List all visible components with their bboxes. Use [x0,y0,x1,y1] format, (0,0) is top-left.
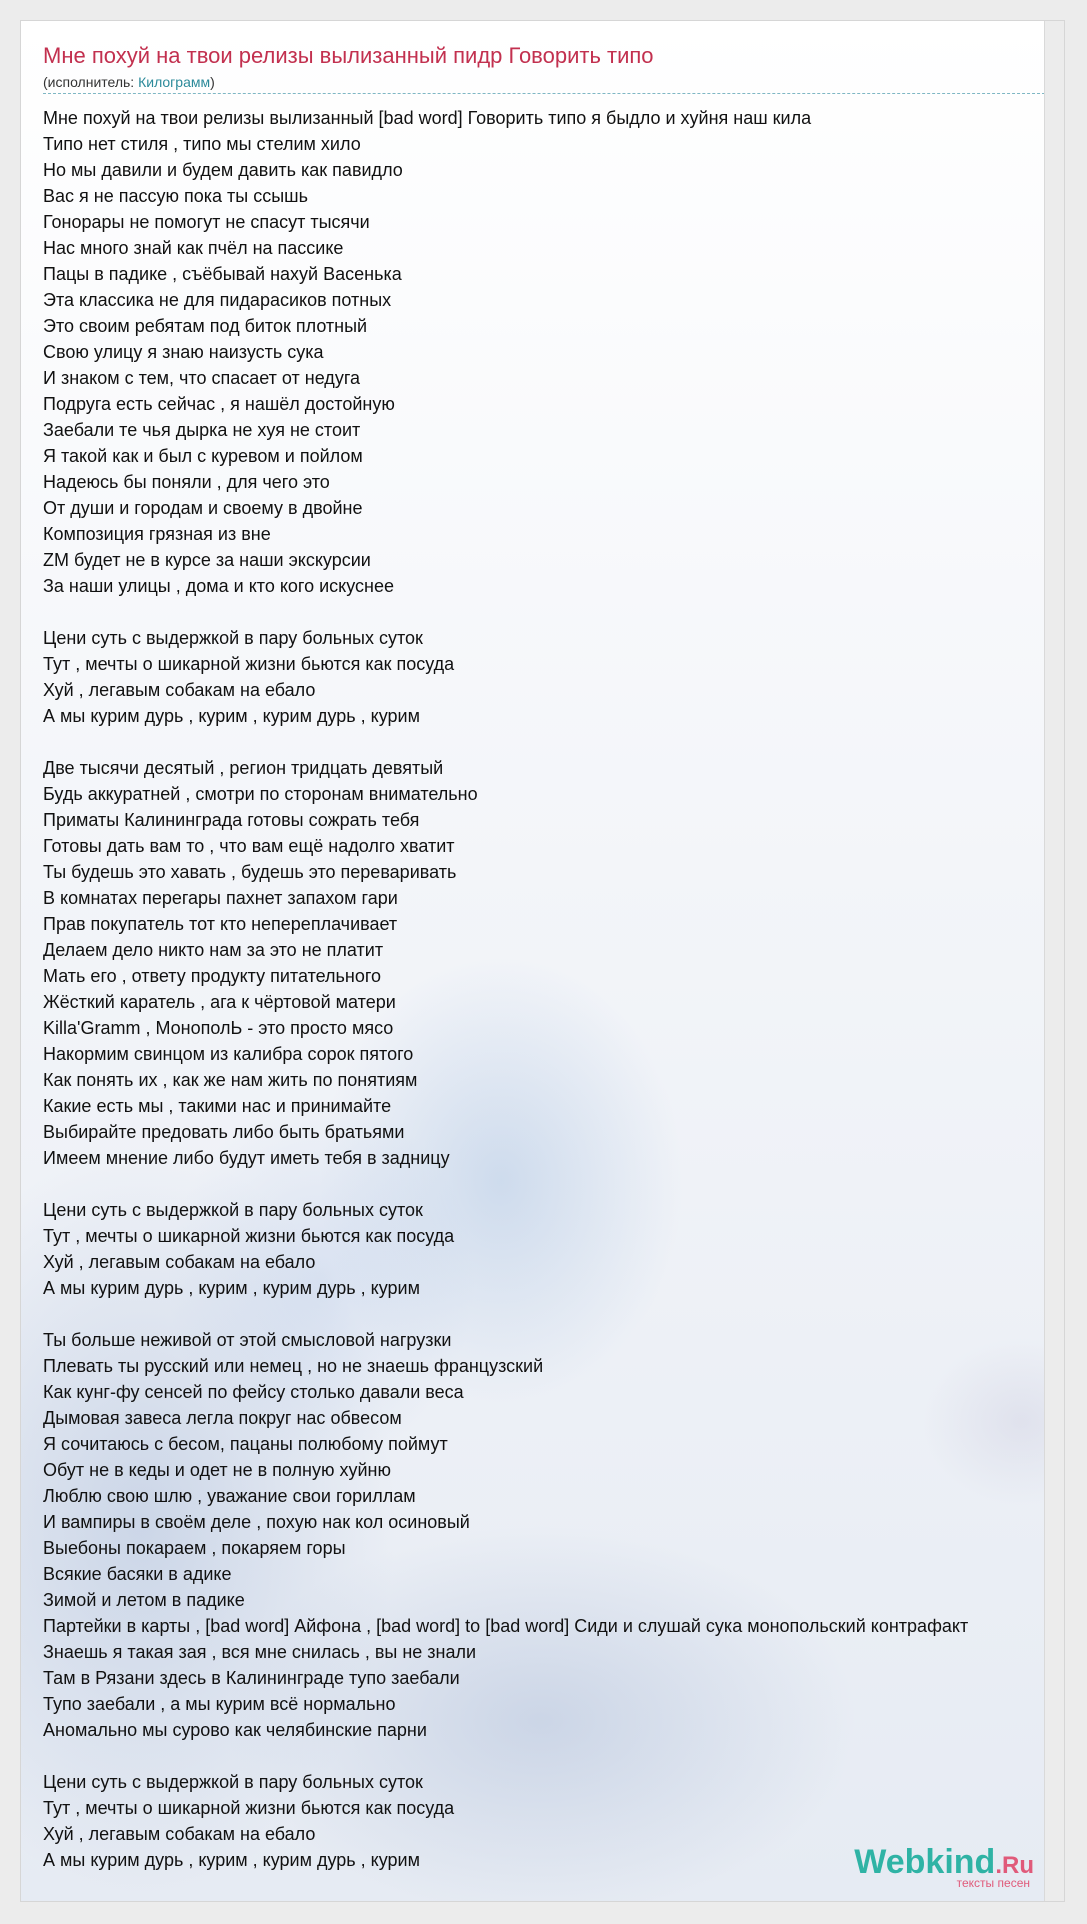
lyric-line: Нас много знай как пчёл на пассике [43,238,344,258]
title-divider [43,93,1065,94]
lyrics-text [43,105,1065,1873]
lyric-line: Тут , мечты о шикарной жизни бьются как посуда [43,1798,455,1818]
lyric-line: Выбирайте предовать либо быть братьями [43,1122,405,1142]
lyric-line: Ты больше неживой от этой смысловой нагрузки [43,1330,452,1350]
lyric-line: Это своим ребятам под биток плотный [43,316,368,336]
song-title: Мне похуй на твои релизы вылизанный пидр Говорить типо [43,43,654,68]
lyric-line: Свою улицу я знаю наизусть сука [43,342,324,362]
lyric-line: ZM будет не в курсе за наши экскурсии [43,550,371,570]
lyric-line: Делаем дело никто нам за это не платит [43,940,384,960]
lyrics-card [20,20,1065,1902]
stanza-break [43,1301,1065,1327]
lyric-line: Партейки в карты , [bad word] Айфона , [bad word] to [bad word] Сиди и слушай сука монопольский контрафакт [43,1616,969,1636]
artist-link[interactable]: Килограмм [138,74,211,90]
lyric-line: Прав покупатель тот кто непереплачивает [43,914,398,934]
lyric-line: А мы курим дурь , курим , курим дурь , курим [43,1278,420,1298]
lyric-line: Гонорары не помогут не спасут тысячи [43,212,370,232]
webkind-logo [854,1845,1034,1889]
lyric-line: В комнатах перегары пахнет запахом гари [43,888,398,908]
lyric-line: Люблю свою шлю , уважание свои гориллам [43,1486,416,1506]
lyric-line: Тупо заебали , а мы курим всё нормально [43,1694,396,1714]
stanza-break [43,1171,1065,1197]
lyric-line: Знаешь я такая зая , вся мне снилась , вы не знали [43,1642,477,1662]
lyric-line: Накормим свинцом из калибра сорок пятого [43,1044,414,1064]
lyric-line: Выебоны покараем , покаряем горы [43,1538,346,1558]
lyric-line: Жёсткий каратель , ага к чёртовой матери [43,992,396,1012]
lyric-line: Ты будешь это хавать , будешь это переваривать [43,862,457,882]
lyric-line: А мы курим дурь , курим , курим дурь , курим [43,1850,420,1870]
lyric-line: Имеем мнение либо будут иметь тебя в задницу [43,1148,450,1168]
lyric-line: Как кунг-фу сенсей по фейсу столько давали веса [43,1382,464,1402]
lyric-line: Тут , мечты о шикарной жизни бьются как посуда [43,1226,455,1246]
lyric-line: Вас я не пассую пока ты ссышь [43,186,308,206]
scrollbar[interactable] [1044,21,1064,1901]
lyric-line: Всякие басяки в адике [43,1564,232,1584]
lyric-line: Обут не в кеды и одет не в полную хуйню [43,1460,391,1480]
lyric-line: Будь аккуратней , смотри по сторонам внимательно [43,784,478,804]
lyric-line: Какие есть мы , такими нас и принимайте [43,1096,392,1116]
lyric-line: Дымовая завеса легла покруг нас обвесом [43,1408,402,1428]
artist-suffix: ) [210,74,215,90]
lyric-line: Цени суть с выдержкой в пару больных суток [43,1200,423,1220]
stanza-break [43,1743,1065,1769]
lyric-line: Зимой и летом в падике [43,1590,245,1610]
lyric-line: Композиция грязная из вне [43,524,271,544]
lyric-line: Эта классика не для пидарасиков потных [43,290,392,310]
lyric-line: Надеюсь бы поняли , для чего это [43,472,330,492]
lyric-line: Типо нет стиля , типо мы стелим хило [43,134,361,154]
logo-tagline: тексты песен [956,1876,1030,1890]
lyric-line: Цени суть с выдержкой в пару больных суток [43,628,423,648]
lyric-line: Пацы в падике , съёбывай нахуй Васенька [43,264,402,284]
lyric-line: Готовы дать вам то , что вам ещё надолго хватит [43,836,455,856]
lyric-line: Хуй , легавым собакам на ебало [43,1824,316,1844]
lyric-line: Две тысячи десятый , регион тридцать девятый [43,758,444,778]
lyric-line: Аномально мы сурово как челябинские парни [43,1720,427,1740]
lyric-line: За наши улицы , дома и кто кого искуснее [43,576,394,596]
lyric-line: Там в Рязани здесь в Калининграде тупо заебали [43,1668,460,1688]
lyric-line: Плевать ты русский или немец , но не знаешь французский [43,1356,544,1376]
stanza-break [43,599,1065,625]
lyric-line: Цени суть с выдержкой в пару больных суток [43,1772,423,1792]
logo-tld: .Ru [995,1852,1034,1879]
lyric-line: Подруга есть сейчас , я нашёл достойную [43,394,395,414]
lyric-line: И вампиры в своём деле , похую нак кол осиновый [43,1512,470,1532]
lyric-line: Приматы Калининграда готовы сожрать тебя [43,810,420,830]
lyric-line: Killa'Gramm , МонополЬ - это просто мясо [43,1018,394,1038]
artist-line [43,74,215,91]
lyric-line: А мы курим дурь , курим , курим дурь , курим [43,706,420,726]
artist-prefix: (исполнитель: [43,74,139,90]
lyric-line: Мне похуй на твои релизы вылизанный [bad word] Говорить типо я быдло и хуйня наш кила [43,108,812,128]
lyric-line: Мать его , ответу продукту питательного [43,966,382,986]
lyric-line: Хуй , легавым собакам на ебало [43,680,316,700]
logo-brand: Webkind [854,1843,996,1881]
lyric-line: Заебали те чья дырка не хуя не стоит [43,420,361,440]
lyric-line: Но мы давили и будем давить как павидло [43,160,403,180]
lyric-line: Тут , мечты о шикарной жизни бьются как посуда [43,654,455,674]
lyric-line: Как понять их , как же нам жить по понятиям [43,1070,418,1090]
lyric-line: Я такой как и был с куревом и пойлом [43,446,363,466]
lyric-line: И знаком с тем, что спасает от недуга [43,368,360,388]
lyric-line: От души и городам и своему в двойне [43,498,363,518]
lyric-line: Я сочитаюсь с бесом, пацаны полюбому поймут [43,1434,448,1454]
stanza-break [43,729,1065,755]
lyric-line: Хуй , легавым собакам на ебало [43,1252,316,1272]
